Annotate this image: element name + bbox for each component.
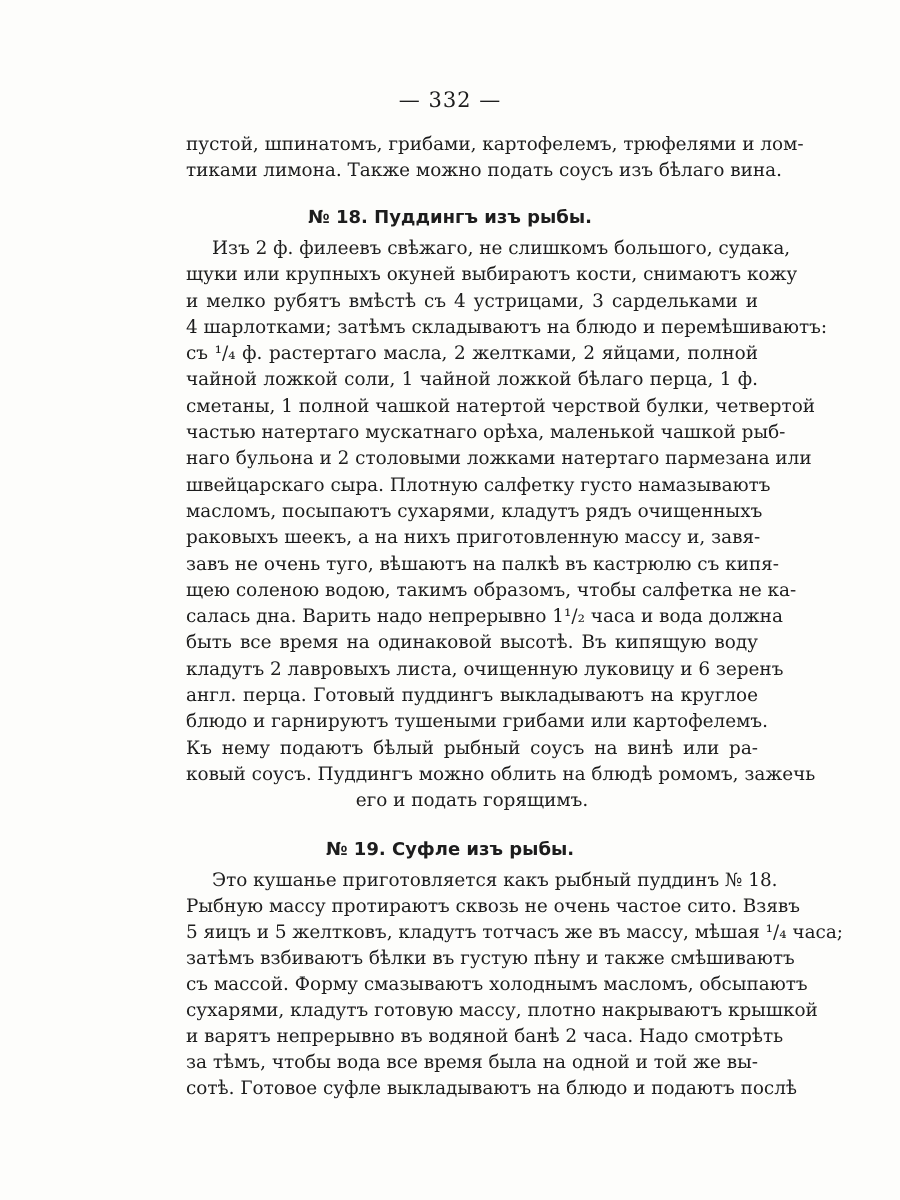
text-line: сметаны, 1 полной чашкой натертой черствой булки, четвертой [186,395,816,417]
text-line: завъ не очень туго, вѣшаютъ на палкѣ въ кастрюлю съ кипя- [186,553,779,575]
recipe-18-heading: № 18. Пуддингъ изъ рыбы. [308,207,592,228]
text-line: Изъ 2 ф. филеевъ свѣжаго, не слишкомъ большого, судака, [212,238,791,259]
text-line: Рыбную массу протираютъ сквозь не очень частое сито. Взявъ [186,896,800,917]
text-line: и варятъ непрерывно въ водяной банѣ 2 часа. Надо смотрѣть [186,1026,784,1047]
text-line: затѣмъ взбиваютъ бѣлки въ густую пѣну и также смѣшиваютъ [186,948,795,969]
text-line: съ массой. Форму смазываютъ холоднымъ масломъ, обсыпаютъ [186,974,808,995]
text-line: швейцарскаго сыра. Плотную салфетку густо намазываютъ [186,474,771,496]
text-line: быть все время на одинаковой высотѣ. Въ кипящую воду [186,632,758,654]
text-line: англ. перца. Готовый пуддингъ выкладываютъ на круглое [186,685,758,707]
text-line: чайной ложкой соли, 1 чайной ложкой бѣлаго перца, 1 ф. [186,369,758,391]
text-line: щуки или крупныхъ окуней выбираютъ кости, снимаютъ кожу [186,264,798,286]
text-line: кладутъ 2 лавровыхъ листа, очищенную луковицу и 6 зеренъ [186,658,784,680]
text-line: тиками лимона. Также можно подать соусъ изъ бѣлаго вина. [186,160,782,181]
text-line: салась дна. Варить надо непрерывно 1¹/₂ часа и вода должна [186,606,783,628]
intro-paragraph [186,132,804,184]
recipe-19-body [186,868,843,1102]
text-line: Къ нему подаютъ бѣлый рыбный соусъ на винѣ или ра- [186,737,758,759]
text-line: раковыхъ шеекъ, а на нихъ приготовленную массу и, завя- [186,527,761,549]
text-line: блюдо и гарнируютъ тушеными грибами или картофелемъ. [186,711,768,733]
text-line: сухарями, кладутъ готовую массу, плотно накрываютъ крышкой [186,1000,818,1021]
text-line: щею соленою водою, такимъ образомъ, чтобы салфетка не ка- [186,579,797,601]
text-line: Это кушанье приготовляется какъ рыбный пуддинъ № 18. [212,870,778,891]
recipe-18-body [186,236,828,815]
text-line: ковый соусъ. Пуддингъ можно облить на блюдѣ ромомъ, зажечь [186,763,816,785]
recipe-19-heading: № 19. Суфле изъ рыбы. [325,839,575,860]
text-line: за тѣмъ, чтобы вода все время была на одной и той же вы- [186,1052,758,1073]
text-line: пустой, шпинатомъ, грибами, картофелемъ, трюфелями и лом- [186,134,804,155]
text-line: частью натертаго мускатнаго орѣха, маленькой чашкой рыб- [186,422,786,444]
text-line: и мелко рубятъ вмѣстѣ съ 4 устрицами, 3 сардельками и [186,290,758,312]
text-line: съ ¹/₄ ф. растертаго масла, 2 желтками, 2 яйцами, полной [186,343,758,365]
text-line: наго бульона и 2 столовыми ложками натертаго пармезана или [186,448,812,470]
text-line: масломъ, посыпаютъ сухарями, кладутъ рядъ очищенныхъ [186,500,763,522]
text-line: сотѣ. Готовое суфле выкладываютъ на блюдо и подаютъ послѣ [186,1078,797,1099]
page-number: — 332 — [398,88,502,112]
text-line: его и подать горящимъ. [355,790,589,812]
text-line: 4 шарлотками; затѣмъ складываютъ на блюдо и перемѣшиваютъ: [186,316,828,338]
text-line: 5 яицъ и 5 желтковъ, кладутъ тотчасъ же въ массу, мѣшая ¹/₄ часа; [186,922,843,943]
